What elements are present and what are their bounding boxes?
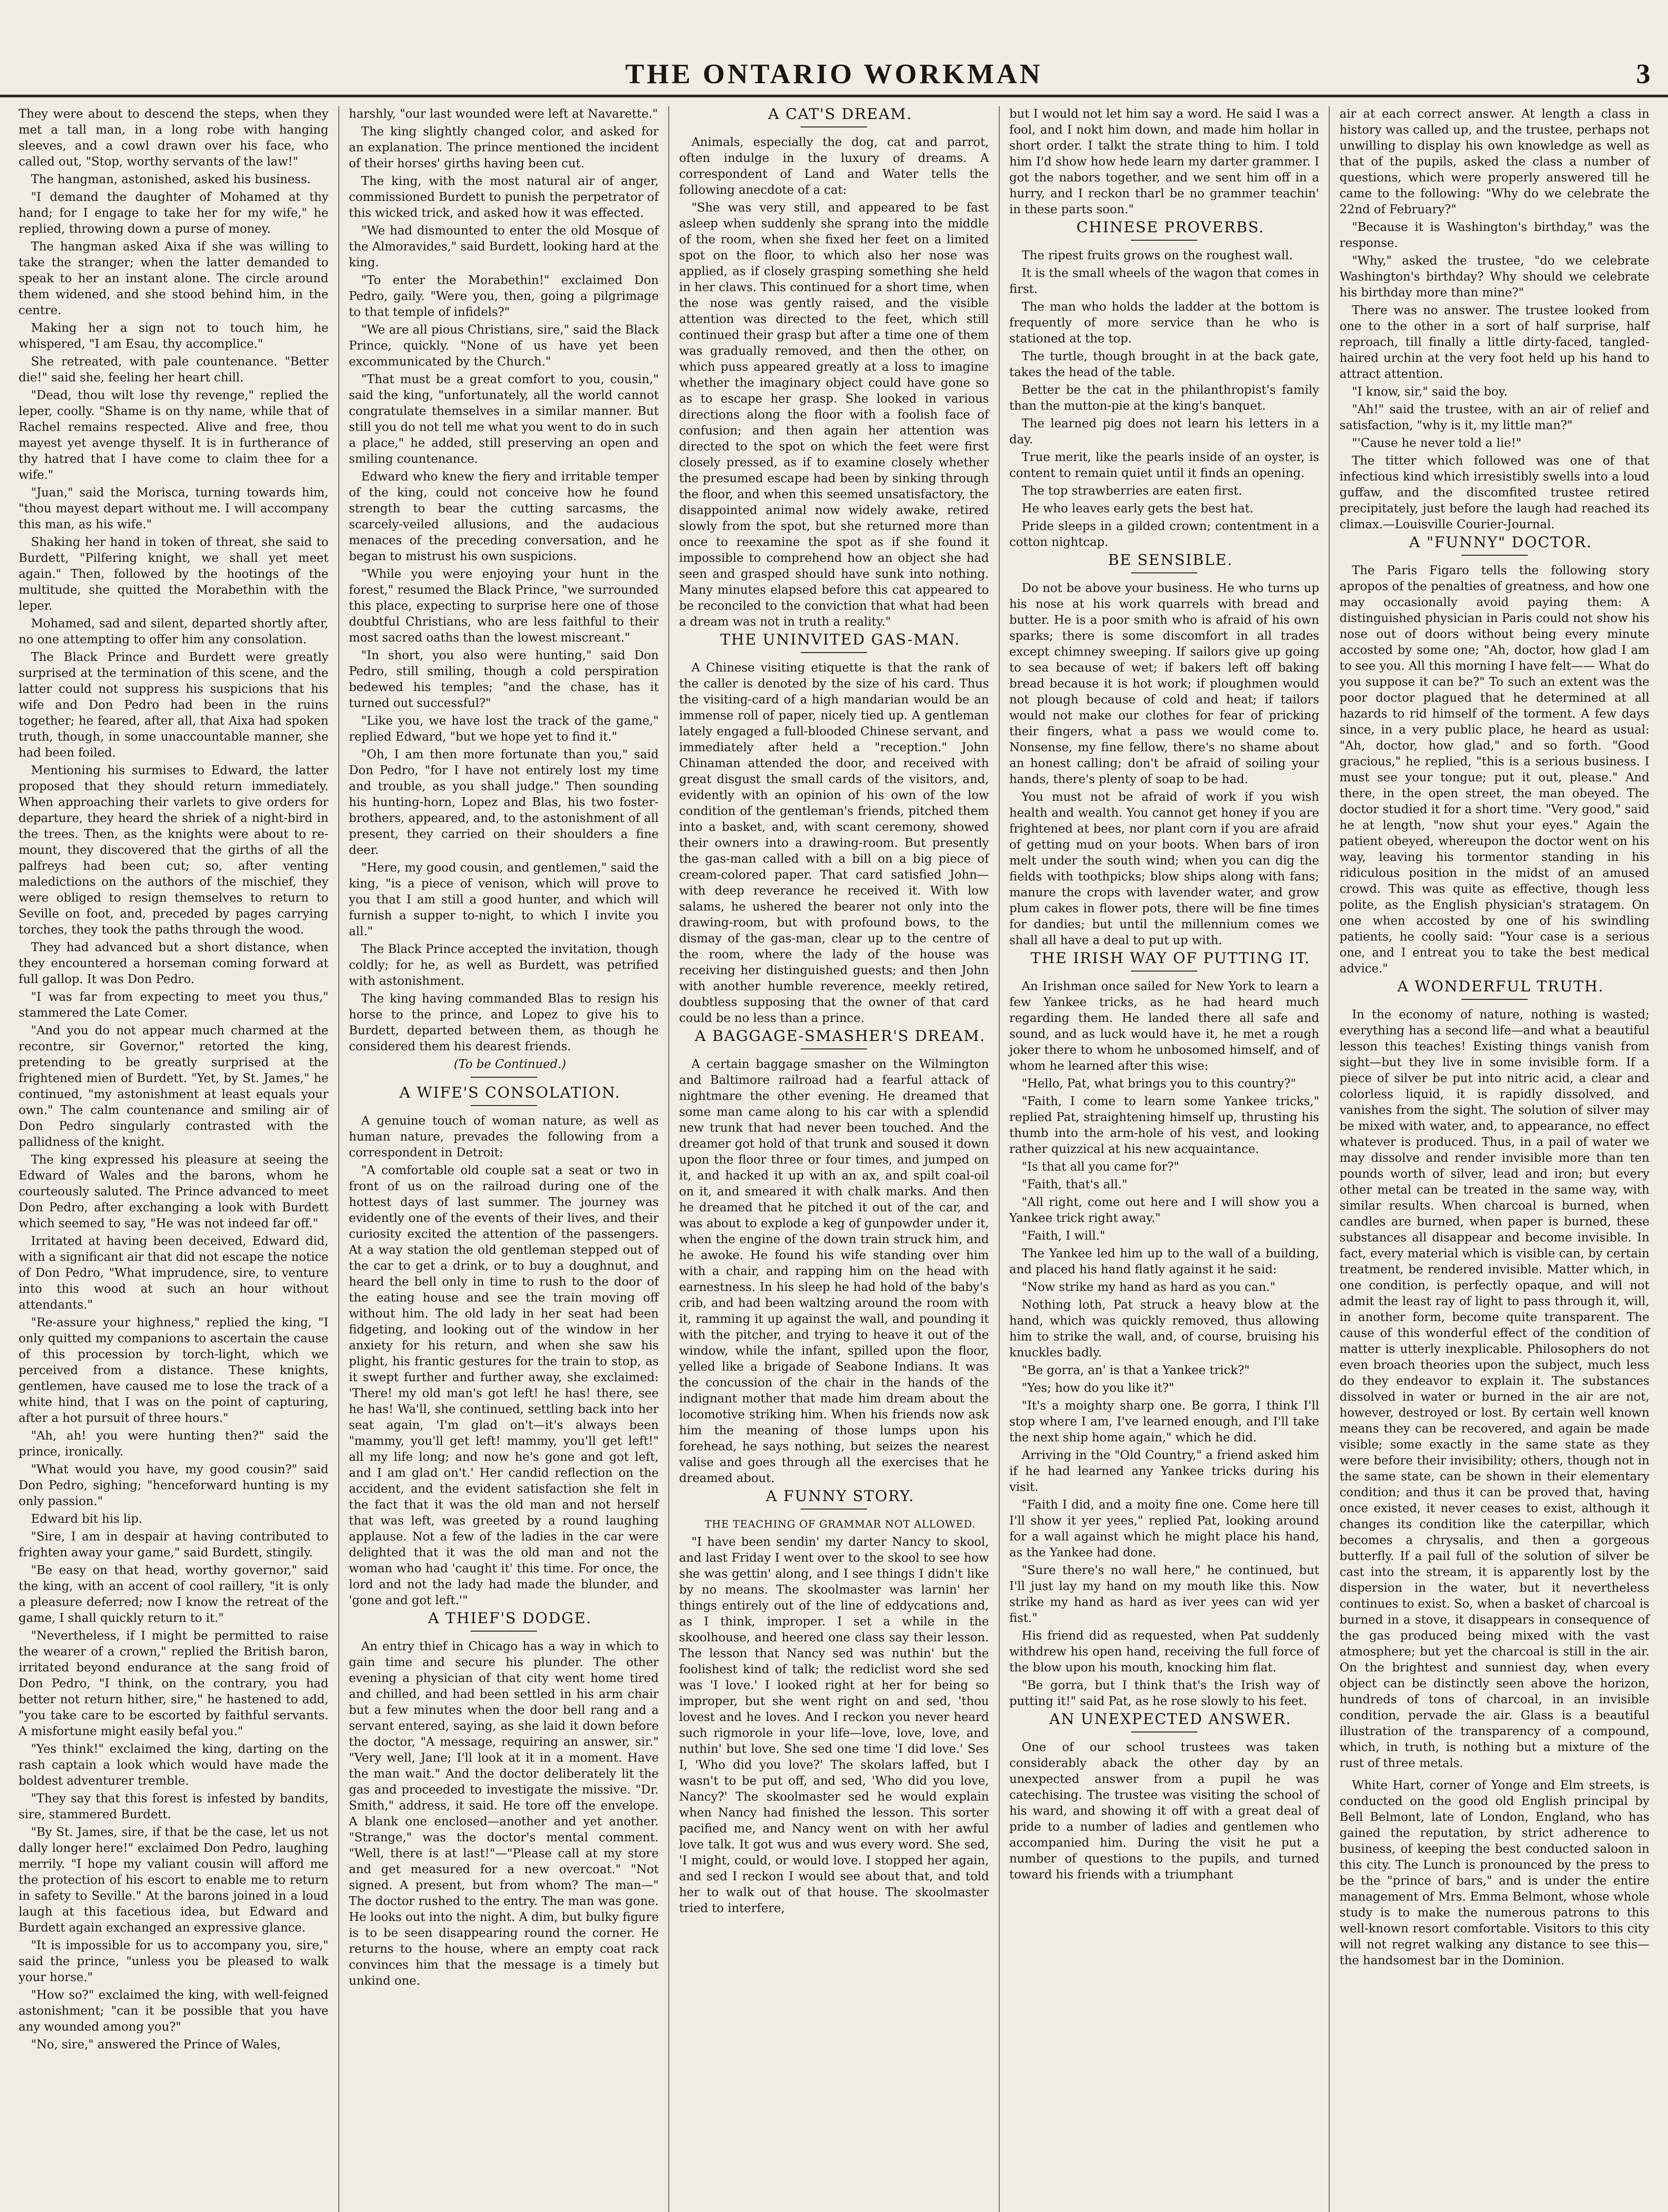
paragraph: "I was far from expecting to meet you thus," stammered the Late Comer.: [19, 990, 329, 1020]
paragraph: Animals, especially the dog, cat and parrot, often indulge in the luxury of dreams. A correspondent of Land and Water tells the following anecdote of a cat:: [679, 135, 989, 197]
article-title-funny-doctor: A "FUNNY" DOCTOR.: [1409, 534, 1592, 551]
paragraph: It is the small wheels of the wagon that comes in first.: [1009, 266, 1319, 296]
paragraph: "Yes; how do you like it?": [1021, 1381, 1174, 1395]
paragraph: "While you were enjoying your hunt in the forest," resumed the Black Prince, "we surrounded this place, expecting to surprise here one of those doubtful Christians, who are less faithful to their most sacred oaths than the lowest miscreant.": [349, 567, 659, 645]
paragraph: There was no answer. The trustee looked from one to the other in a sort of half surprise, half reproach, till finally a little dirty-faced, tangled-haired urchin at the very foot held up his hand to attract attention.: [1339, 303, 1649, 381]
paragraph: They had advanced but a short distance, when they encountered a horseman coming forward at full gallop. It was Don Pedro.: [19, 941, 329, 986]
paragraph: "Dead, thou wilt lose thy revenge," replied the leper, coolly. "Shame is on thy name, while that of Rachel remains respected. Alive and free, thou mayest yet avenge thyself. It is in furtherance of thy hatred that I have come to claim thee for a wife.": [19, 388, 329, 482]
paragraph: A genuine touch of woman nature, as well as human nature, prevades the following from a correspondent in Detroit:: [349, 1114, 659, 1160]
column-5: [1330, 106, 1659, 2212]
paragraph: "And you do not appear much charmed at the recontre, sir Governor," retorted the king, pretending to be greatly surprised at the frightened mien of Burdett. "Yet, by St. James," he continued, "my astonishment at least equals your own." The calm countenance and smiling air of Don Pedro singularly contrasted with the pallidness of the knight.: [19, 1024, 329, 1149]
paragraph: air at each correct answer. At length a class in history was called up, and the trustee, perhaps not unwilling to display his own knowledge as well as that of the pupils, asked the class a number of questions, which were properly answered till he came to the following: "Why do we celebrate the 22nd of February?": [1339, 107, 1649, 216]
paragraph: "They say that this forest is infested by bandits, sire, stammered Burdett.: [19, 1792, 329, 1821]
article-title-chinese-proverbs: CHINESE PROVERBS.: [1076, 219, 1265, 236]
article-subtitle-grammar: THE TEACHING OF GRAMMAR NOT ALLOWED.: [705, 1519, 976, 1530]
paragraph: They were about to descend the steps, when they met a tall man, in a long robe with hanging sleeves, and a cowl drawn over his face, who called out, "Stop, worthy servants of the law!": [19, 107, 329, 169]
article-title-uninvited-gas-man: THE UNINVITED GAS-MAN.: [720, 631, 960, 649]
paragraph: Making her a sign not to touch him, he whispered, "I am Esau, thy accomplice.": [19, 321, 329, 351]
paragraph: "I demand the daughter of Mohamed at thy hand; for I engage to take her for my wife," he replied, throwing down a purse of money.: [19, 190, 329, 236]
paragraph: Mohamed, sad and silent, departed shortly after, no one attempting to offer him any consolation.: [19, 617, 329, 646]
paragraph: "We had dismounted to enter the old Mosque of the Almoravides," said Burdett, looking hard at the king.: [349, 224, 659, 269]
paragraph: "Juan," said the Morisca, turning towards him, "thou mayest depart without me. I will accompany this man, as his wife.": [19, 486, 329, 531]
column-1: [9, 106, 339, 2212]
paragraph: "Faith, I come to learn some Yankee tricks," replied Pat, straightening himself up, thrusting his thumb into the arm-hole of his vest, and looking rather quizzical at his new acquaintance.: [1009, 1094, 1319, 1156]
newspaper-title: THE ONTARIO WORKMAN: [625, 58, 1043, 89]
article-title-funny-story: A FUNNY STORY.: [766, 1487, 915, 1505]
spacer: [1339, 1773, 1649, 1778]
title-rule: [471, 1105, 537, 1106]
paragraph: Do not be above your business. He who turns up his nose at his work quarrels with bread and butter. He is a poor smith who is afraid of his own sparks; there is some discomfort in all trades except chimney sweeping. If sailors give up going to sea because of wet; if bakers left off baking bread because it is hot work; if ploughmen would not plough because of cold and heat; if tailors would not make our clothes for fear of pricking their fingers, what a pass we would come to. Nonsense, my fine fellow, there's no shame about an honest calling; don't be afraid of soiling your hands, there's plenty of soap to be had.: [1009, 581, 1319, 786]
paragraph: An entry thief in Chicago has a way in which to gain time and secure his plunder. The other evening a physician of that city went home tired and chilled, and had been settled in his arm chair but a few minutes when the door bell rang and a servant entered, saying, as she laid it down before the doctor, "A message, requiring an answer, sir." "Very well, Jane; I'll look at it in a moment. Have the man wait." And the doctor deliberately lit the gas and proceeded to investigate the missive. "Dr. Smith," address, it said. He tore off the envelope. A blank one enclosed—another and yet another. "Strange," was the doctor's mental comment. "Well, there is at last!"—"Please call at my store and get measured for a new overcoat." "Not signed. A present, but from whom? The man—" The doctor rushed to the entry. The man was gone. He looks out into the night. A dim, but bulky figure is to be seen disappearing round the corner. He returns to the house, where an empty coat rack convinces him that the message is a timely but unkind one.: [349, 1640, 659, 1988]
article-title-unexpected-answer: AN UNEXPECTED ANSWER.: [1049, 1710, 1292, 1728]
paragraph: True merit, like the pearls inside of an oyster, is content to remain quiet until it finds an opening.: [1009, 450, 1319, 480]
paragraph: "Sure there's no wall here," he continued, but I'll just lay my hand on my mouth like this. Now strike my hand as hard as iver yees can wid yer fist.": [1009, 1563, 1319, 1625]
paragraph: A Chinese visiting etiquette is that the rank of the caller is denoted by the size of his card. Thus the visiting-card of a high mandarian would be an immense roll of paper, nicely tied up. A gentleman lately engaged a full-blooded Chinese servant, and immediately after held a "reception." John Chinaman attended the door, and received with great disgust the small cards of the visitors, and, evidently with an opinion of his own of the low condition of the gentleman's friends, pitched them into a basket, and, with scant ceremony, showed their owners into a drawing-room. But presently the gas-man called with a bill on a big piece of cream-colored paper. That card satisfied John—with deep reverance he received it. With low salams, he ushered the bearer not only into the drawing-room, but with profound bows, to the dismay of the gas-man, clear up to the centre of the room, where the lady of the house was receiving her distinguished guests; and then John with another humble reverence, meekly retired, doubtless supposing that the owner of that card could be no less than a prince.: [679, 661, 989, 1025]
title-rule: [471, 1631, 537, 1632]
paragraph: The Black Prince and Burdett were greatly surprised at the termination of this scene, and the latter could not suppress his suspicions that his wife and Don Pedro had been in the ruins together; he feared, after all, that Aixa had spoken truth, though, in some unaccountable manner, she had been foiled.: [19, 650, 329, 760]
paragraph: Shaking her hand in token of threat, she said to Burdett, "Pilfering knight, we shall yet meet again." Then, followed by the hootings of the multitude, she quitted the Morabethin with the leper.: [19, 535, 329, 613]
paragraph: An Irishman once sailed for New York to learn a few Yankee tricks, as he had heard much regarding them. He landed there all safe and sound, and as luck would have it, he met a rough joker there to whom he unbosomed himself, and of whom he learned after this wise:: [1009, 979, 1319, 1073]
paragraph: His friend did as requested, when Pat suddenly withdrew his open hand, receiving the full force of the blow upon his mouth, knocking him flat.: [1009, 1629, 1319, 1674]
paragraph: The top strawberries are eaten first.: [1021, 484, 1242, 498]
paragraph: Edward who knew the fiery and irritable temper of the king, could not conceive how he found strength to bear the cutting sarcasms, the scarcely-veiled allusions, and the audacious menaces of the preceding conversation, and he began to mistrust his own suspicions.: [349, 470, 659, 563]
paragraph: "It is impossible for us to accompany you, sire," said the prince, "unless you be pleased to walk your horse.": [19, 1939, 329, 1984]
paragraph: The Black Prince accepted the invitation, though coldly; for he, as well as Burdett, was petrified with astonishment.: [349, 942, 659, 988]
title-rule: [801, 652, 867, 653]
title-rule: [1131, 240, 1197, 241]
article-title-irish-way: THE IRISH WAY OF PUTTING IT.: [1031, 949, 1311, 967]
columns: [9, 106, 1659, 2212]
paragraph: The titter which followed was one of that infectious kind which irresistibly swells into a loud guffaw, and the discomfited trustee retired precipitately, just before the laugh had reached its climax.—Louisville Courier-Journal.: [1339, 454, 1649, 531]
page-number: 3: [1636, 58, 1650, 89]
paragraph: "Ah, ah! you were hunting then?" said the prince, ironically.: [19, 1429, 329, 1459]
paragraph: "That must be a great comfort to you, cousin," said the king, "unfortunately, all the world cannot congratulate themselves in a similar manner. But still you do not tell me what you went to do in such a place," he added, still preserving an open and smiling countenance.: [349, 373, 659, 466]
paragraph: He who leaves early gets the best hat.: [1021, 502, 1254, 515]
paragraph: "Be easy on that head, worthy governor," said the king, with an accent of cool raillery, "it is only a pleasure deferred; now I know the retreat of the game, I shall quickly return to it.": [19, 1563, 329, 1625]
paragraph: A certain baggage smasher on the Wilmington and Baltimore railroad had a fearful attack of nightmare the other evening. He dreamed that some man came along to his car with a splendid new trunk that had never been touched. And the dreamer got hold of that trunk and soused it down upon the floor three or four times, and jumped on it, and hacked it up with an ax, and spilt coal-oil on it, and smeared it with chalk marks. And then he dreamed that he pitched it out of the car, and was about to explode a keg of gunpowder under it, when the engine of the down train struck him, and he awoke. He found his wife standing over him with a chair, and rapping him on the head with earnestness. In his sleep he had hold of the baby's crib, and had been waltzing around the room with it, ramming it up against the wall, and pounding it with the pitcher, and trying to heave it out of the window, while the infant, spilled upon the floor, yelled like a brigade of Seabone Indians. It was the concussion of the chair in the hands of the indignant mother that made him dream about the locomotive striking him. When his friends now ask him the meaning of those lumps upon his forehead, he says nothing, but seizes the nearest valise and goes through all the exercises that he dreamed about.: [679, 1057, 989, 1485]
paragraph: "Is that all you came for?": [1021, 1160, 1179, 1174]
paragraph: "Nevertheless, if I might be permitted to raise the wearer of a crown," replied the British baron, irritated beyond endurance at the sang froid of Don Pedro, "I think, on the contrary, you had better not return hither, sire," he hastened to add, "you take care to be escorted by faithful servants. A misfortune might easily befal you.": [19, 1629, 329, 1738]
paragraph: "Ah!" said the trustee, with an air of relief and satisfaction, "why is it, my little man?": [1339, 403, 1649, 432]
paragraph: The turtle, though brought in at the back gate, takes the head of the table.: [1009, 349, 1319, 379]
paragraph: "Be gorra, but I think that's the Irish way of putting it!" said Pat, as he rose slowly to his feet.: [1009, 1678, 1319, 1708]
paragraph: "I have been sendin' my darter Nancy to skool, and last Friday I went over to the skool to see how she was gettin' along, and I see things I didn't like by no means. The skoolmaster was larnin' her things entirely out of the line of eddycations and, as I think, improper. I set a while in the skoolhouse, and heered one class say their lesson. The lesson that Nancy sed was nuthin' but the foolishest kind of talk; the rediclist word she sed was 'I love.' I looked right at her for being so improper, but she went right on and sed, 'thou lovest and he loves. And I reckon you never heard such rigmorole in your life—love, love, love, and nuthin' but love. She sed one time 'I did love.' Ses I, 'Who did you love?' The skolars laffed, but I wasn't to be put off, and sed, 'Who did you love, Nancy?' The skoolmaster sed he would explain when Nancy had finished the lesson. This sorter pacified me, and Nancy went on with her awful love talk. It got wus and wus every word. She sed, 'I might, could, or would love. I stopped her again, and sed I reckon I would see about that, and told her to walk out of that house. The skoolmaster tried to interfere,: [679, 1535, 989, 1915]
paragraph: White Hart, corner of Yonge and Elm streets, is conducted on the good old English principal by Bell Belmont, late of London, England, who has gained the reputation, by strict adherence to business, of keeping the best conducted saloon in this city. The Lunch is pronounced by the press to be the "prince of bars," and is under the entire management of Mrs. Emma Belmont, whose whole study is to make the numerous patrons to this well-known resort comfortable. Visitors to this city will not regret walking any distance to see this—the handsomest bar in the Dominion.: [1339, 1778, 1649, 1967]
paragraph: "I know, sir," said the boy.: [1352, 385, 1508, 399]
article-title-baggage-smashers-dream: A BAGGAGE-SMASHER'S DREAM.: [694, 1027, 986, 1045]
paragraph: "Sire, I am in despair at having contributed to frighten away your game," said Burdett, stingily.: [19, 1530, 329, 1559]
paragraph: "Like you, we have lost the track of the game," replied Edward, "but we hope yet to find it.": [349, 714, 659, 744]
paragraph: Better be the cat in the philanthropist's family than the mutton-pie at the king's banquet.: [1009, 383, 1319, 413]
paragraph: "We are all pious Christians, sire," said the Black Prince, quickly. "None of us have yet been excommunicated by the Church.": [349, 323, 659, 369]
masthead: [0, 0, 1668, 97]
paragraph: harshly, "our last wounded were left at Navarette.": [349, 107, 658, 121]
paragraph: The hangman asked Aixa if she was willing to take the stranger; when the latter demanded to speak to her an instant alone. The circle around them widened, and she stood behind him, in the centre.: [19, 240, 329, 317]
paragraph: "In short, you also were hunting," said Don Pedro, still smiling, though a cold perspiration bedewed his temples; "and the chase, has it turned out successful?": [349, 649, 659, 710]
paragraph: "Here, my good cousin, and gentlemen," said the king, "is a piece of venison, which will prove to you that I am still a good hunter, and which will furnish a supper to-night, to which I invite you all.": [349, 861, 659, 938]
paragraph: The Yankee led him up to the wall of a building, and placed his hand flatly against it he said:: [1009, 1247, 1319, 1276]
column-4: [1000, 106, 1330, 2212]
title-rule: [1461, 555, 1528, 556]
paragraph: "Re-assure your highness," replied the king, "I only quitted my companions to ascertain the cause of this procession by torch-light, which we perceived from a distance. These knights, gentlemen, have caused me to lose the track of a white hind, that I was on the point of capturing, after a hot pursuit of three hours.": [19, 1316, 329, 1425]
title-rule: [1461, 999, 1528, 1000]
paragraph: "Oh, I am then more fortunate than you," said Don Pedro, "for I have not entirely lost my time and trouble, as you shall judge." Then sounding his hunting-horn, Lopez and Blas, his two foster-brothers, appeared, and, to the astonishment of all present, they carried on their shoulders a fine deer.: [349, 748, 659, 857]
paragraph: One of our school trustees was taken considerably aback the other day by an unexpected answer from a pupil he was catechising. The trustee was visiting the school of his ward, and showing it off with a great deal of pride to a number of ladies and gentlemen who accompanied him. During the visit he put a number of questions to the pupils, and turned toward his friends with a triumphant: [1009, 1740, 1319, 1882]
paragraph: In the economy of nature, nothing is wasted; everything has a second life—and what a beautiful lesson this teaches! Existing things vanish from sight—but they live in some invisible form. If a piece of silver be put into nitric acid, a clear and colorless liquid, it is rapidly dissolved, and vanishes from the sight. The solution of silver may be mixed with water, and, to appearance, no effect whatever is produced. Thus, in a pail of water we may dissolve and render invisible more than ten pounds worth of silver, lead and iron; but every other metal can be treated in the same way, with similar results. When charcoal is burned, when candles are burned, when paper is burned, these substances all disappear and become invisible. In fact, every material which is visible can, by certain treatment, be rendered invisible. Matter which, in one condition, is perfectly opaque, and will not admit the least ray of light to pass through it, will, in another form, become quite transparent. The cause of this wonderful effect of the condition of matter is utterly inexplicable. Philosophers do not even broach theories upon the subject, much less do they endeavor to explain it. The substances dissolved in water or burned in the air are not, however, destroyed or lost. By certain well known means they can be recovered, and again be made visible; some exactly in the same state as they were before their invisibility; others, though not in the same state, can be shown in their elementary condition; and thus it can be proved that, having once existed, it never ceases to exist, although it changes its condition like the caterpillar, which becomes a chrysalis, and then a gorgeous butterfly. If a pail full of the solution of silver be cast into the stream, it is apparently lost by the dispersion in the water, but it nevertheless continues to exist. So, when a basket of charcoal is burned in a stove, it disappears in consequence of the gas produced being mixed with the vast atmosphere; but yet the charcoal is still in the air. On the brightest and sunniest day, when every object can be distinctly seen above the horizon, hundreds of tons of charcoal, in an invisible condition, pervade the air. Glass is a beautiful illustration of the transparency of a compound, which, in truth, is nothing but a mixture of the rust of three metals.: [1339, 1008, 1649, 1770]
article-title-be-sensible: BE SENSIBLE.: [1108, 551, 1233, 569]
section-rule: [471, 1077, 537, 1078]
paragraph: "How so?" exclaimed the king, with well-feigned astonishment; "can it be possible that you have any wounded among you?": [19, 1988, 329, 2034]
paragraph: The learned pig does not learn his letters in a day.: [1009, 417, 1319, 446]
paragraph: The king slightly changed color, and asked for an explanation. The prince mentioned the incident of their horses' girths having been cut.: [349, 125, 659, 170]
paragraph: The king, with the most natural air of anger, commissioned Burdett to punish the perpetrator of this wicked trick, and asked how it was effected.: [349, 174, 659, 220]
article-title-cats-dream: A CAT'S DREAM.: [768, 106, 913, 123]
paragraph: The man who holds the ladder at the bottom is frequently of more service than he who is stationed at the top.: [1009, 300, 1319, 346]
paragraph: "Yes think!" exclaimed the king, darting on the rash captain a look which would have made the boldest adventurer tremble.: [19, 1742, 329, 1788]
title-rule: [1131, 971, 1197, 972]
paragraph: The king expressed his pleasure at seeing the Edward of Wales and the barons, whom he courteously saluted. The Prince advanced to meet Don Pedro, after exchanging a look with Burdett which seemed to say, "He was not indeed far off.": [19, 1153, 329, 1230]
title-rule: [801, 1048, 867, 1049]
paragraph: "Be gorra, an' is that a Yankee trick?": [1021, 1363, 1250, 1377]
paragraph: The hangman, astonished, asked his business.: [31, 173, 311, 186]
paragraph: Edward bit his lip.: [31, 1512, 142, 1526]
article-title-wifes-consolation: A WIFE'S CONSOLATION.: [399, 1084, 621, 1102]
paragraph: "To enter the Morabethin!" exclaimed Don Pedro, gaily. "Were you, then, going a pilgrimage to that temple of infidels?": [349, 273, 659, 319]
column-2: [339, 106, 670, 2212]
paragraph: Irritated at having been deceived, Edward did, with a significant air that did not escape the notice of Don Pedro, "What imprudence, sire, to venture into this wood at such an hour without attendants.": [19, 1234, 329, 1312]
paragraph: "Hello, Pat, what brings you to this country?": [1021, 1077, 1296, 1091]
paragraph: She retreated, with pale countenance. "Better die!" said she, feeling her heart chill.: [19, 355, 329, 384]
paragraph: "What would you have, my good cousin?" said Don Pedro, sighing; "henceforward hunting is my only passion.": [19, 1463, 329, 1508]
column-3: [669, 106, 1000, 2212]
paragraph: but I would not let him say a word. He said I was a fool, and I nokt him down, and made him hollar in short order. I talkt the strate thing to him. I told him I'd show how hede learn my darter grammer. I got the nabors together, and we sent him off in a hurry, and I reckon tharl be no grammer teachin' in these parts soon.": [1009, 107, 1319, 216]
paragraph: "Faith, I will.": [1021, 1229, 1105, 1243]
title-rule: [1131, 572, 1197, 573]
paragraph: "It's a moighty sharp one. Be gorra, I think I'll stop where I am, I've learned enough, and I'll take the next ship home again," which he did.: [1009, 1399, 1319, 1444]
paragraph: You must not be afraid of work if you wish health and wealth. You cannot get honey if you are frightened at bees, nor plant corn if you are afraid of getting mud on your boots. When bars of iron melt under the south wind; when you can dig the fields with toothpicks; blow ships along with fans; manure the crops with lavender water, and grow plum cakes in flower pots, there will be fine times for dandies; but until the millennium comes we shall all have a deal to put up with.: [1009, 790, 1319, 947]
paragraph: "Faith I did, and a moity fine one. Come here till I'll show it yer yees," replied Pat, looking around for a wall against which he might place his hand, as the Yankee had done.: [1009, 1498, 1319, 1559]
paragraph: Pride sleeps in a gilded crown; contentment in a cotton nightcap.: [1009, 519, 1319, 549]
paragraph: "'Cause he never told a lie!": [1352, 436, 1522, 450]
article-title-wonderful-truth: A WONDERFUL TRUTH.: [1397, 978, 1604, 995]
paragraph: "No, sire," answered the Prince of Wales,: [31, 2038, 281, 2051]
paragraph: "Because it is Washington's birthday," was the response.: [1339, 220, 1649, 250]
paragraph: "By St. James, sire, if that be the case, let us not dally longer here!" exclaimed Don Pedro, laughing merrily. "I hope my valiant cousin will afford me the protection of his escort to enable me to return in safety to Seville." At the barons joined in a loud laugh at this facetious idea, but Edward and Burdett again exchanged an expressive glance.: [19, 1825, 329, 1935]
paragraph: "A comfortable old couple sat a seat or two in front of us on the railroad during one of the hottest days of last summer. The journey was evidently one of the events of their lives, and their curiosity excited the attention of the passengers. At a way station the old gentleman stepped out of the car to get a drink, or to buy a doughnut, and heard the bell only in time to rush to the door of the eating house and see the train moving off without him. The old lady in her seat had been fidgeting, and looking out of the window in her anxiety for his return, and when she saw his plight, his frantic gestures for the train to stop, as it swept further and further away, she exclaimed: 'There! my old man's got left! he has! there, see he has! Wa'll, she continued, settling back into her seat again, 'I'm glad on't—it's always been "mammy, you'll get left! mammy, you'll get left!" all my life long; and now he's gone and got left, and I am glad on't.' Her candid reflection on the accident, and the evident satisfaction she felt in the fact that it was the old man and not herself that was left, was greeted by a round laughing applause. Not a few of the ladies in the car were delighted that it was the old man and not the woman who had 'caught it' this time. For once, the lord and not the lady had made the blunder, and 'gone and got left.'": [349, 1164, 659, 1607]
paragraph: The Paris Figaro tells the following story apropos of the penalties of greatness, and how one may occasionally avoid paying them: A distinguished physician in Paris could not show his nose out of doors without being every minute accosted by some one; "Ah, doctor, how glad I am to see you. All this morning I have felt—— What do you suppose it can be?" To such an extent was the poor doctor plagued that he determined at all hazards to rid himself of the torment. A few days since, in a very public place, he heard as usual: "Ah, doctor, how glad," and so forth. "Good gracious," he replied, "this is a serious business. I must see your tongue; put it out, please." And there, in the open street, the man obeyed. The doctor studied it for a short time. "Very good," said he at length, "now shut your eyes." Again the patient obeyed, whereupon the doctor went on his way, leaving his tormentor standing in his ridiculous position in the midst of an amused crowd. This was quite as effective, though less polite, as the English physician's stratagem. On one when accosted by one of his swindling patients, he coolly said: "Your case is a serious one, and I entreat you to take the best medical advice.": [1339, 564, 1649, 975]
paragraph: "Why," asked the trustee, "do we celebrate Washington's birthday? Why should we celebrate his birthday more than mine?": [1339, 254, 1649, 300]
paragraph: The king having commanded Blas to resign his horse to the prince, and Lopez to give his to Burdett, departed between them, as though he considered them his dearest friends.: [349, 992, 659, 1053]
paragraph: Mentioning his surmises to Edward, the latter proposed that they should return immediately. When approaching their varlets to give orders for departure, they heard the shriek of a night-bird in the trees. Then, as the knights were about to re-mount, they discovered that the girths of all the palfreys had been cut; so, after venting maledictions on the authors of the mischief, they were obliged to resign themselves to return to Seville on foot, and, preceded by pages carrying torches, they took the paths through the wood.: [19, 764, 329, 937]
article-title-thiefs-dodge: A THIEF'S DODGE.: [428, 1609, 592, 1627]
paragraph: "All right, come out here and I will show you a Yankee trick right away.": [1009, 1195, 1319, 1225]
paragraph: "Now strike my hand as hard as you can.": [1021, 1280, 1276, 1294]
paragraph: Nothing loth, Pat struck a heavy blow at the hand, which was quickly removed, thus allowing him to strike the wall, and, of course, bruising his knuckles badly.: [1009, 1298, 1319, 1359]
to-be-continued-note: (To be Continued.): [453, 1057, 566, 1071]
paragraph: Arriving in the "Old Country," a friend asked him if he had learned any Yankee tricks during his visit.: [1009, 1448, 1319, 1494]
paragraph: The ripest fruits grows on the roughest wall.: [1021, 249, 1293, 262]
paragraph: "She was very still, and appeared to be fast asleep when suddenly she sprang into the middle of the room, when she fixed her feet on a limited spot on the floor, to which also her nose was applied, as if closely grasping something she held in her claws. This continued for a short time, when the nose was gently raised, and the visible attention was directed to the feet, which still continued their grasp but after a time one of them was gradually removed, and then the other, on which puss appeared greatly at a loss to imagine whether the imaginary object could have gone so as to escape her grasp. She looked in various directions along the floor with a foolish face of confusion; and then again her attention was directed to the spot on which the feet were first closely pressed, as if to examine closely whether the presumed escape had been by sinking through the floor, and when this seemed unsatisfactory, the disappointed animal now widely awake, retired slowly from the spot, but she returned more than once to reexamine the spot as if she found it impossible to comprehend how an object she had seen and grasped should have sunk into nothing. Many minutes elapsed before this cat appeared to be reconciled to the conviction that what had been a dream was not in truth a reality.": [679, 201, 989, 629]
paragraph: "Faith, that's all.": [1021, 1178, 1127, 1191]
